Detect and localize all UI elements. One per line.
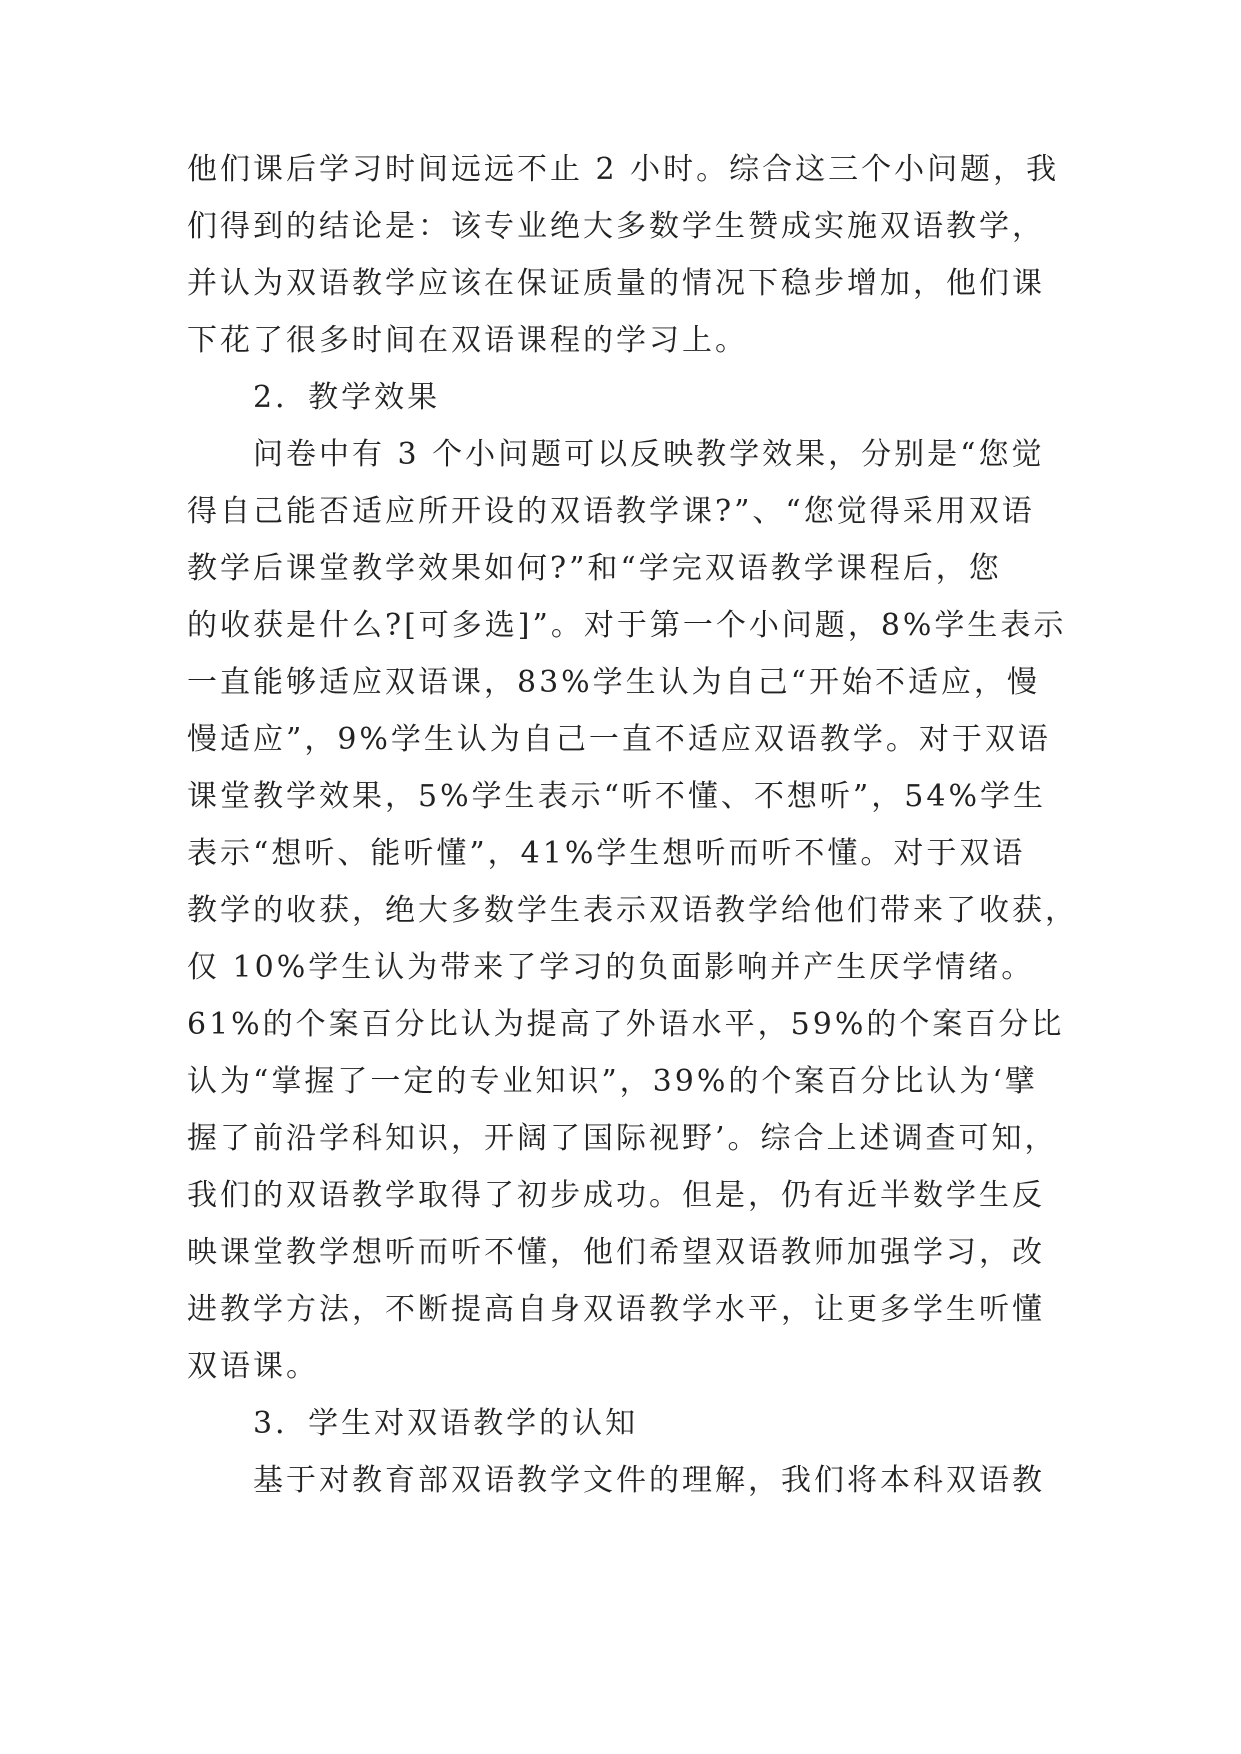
paragraph-line: 下花了很多时间在双语课程的学习上。: [187, 323, 748, 358]
paragraph-line: 我们的双语教学取得了初步成功。但是，仍有近半数学生反: [187, 1178, 1045, 1213]
paragraph-line: 教学后课堂教学效果如何?”和“学完双语教学课程后，您: [187, 551, 1002, 586]
section-heading: 2．教学效果: [253, 380, 441, 415]
paragraph-line: 基于对教育部双语教学文件的理解，我们将本科双语教: [253, 1463, 1045, 1498]
paragraph-line: 他们课后学习时间远远不止 2 小时。综合这三个小问题，我: [187, 152, 1060, 187]
paragraph-line: 仅 10%学生认为带来了学习的负面影响并产生厌学情绪。: [187, 950, 1035, 985]
section-heading: 3．学生对双语教学的认知: [253, 1406, 639, 1441]
paragraph-line: 双语课。: [187, 1349, 319, 1384]
paragraph-line: 慢适应”，9%学生认为自己一直不适应双语教学。对于双语: [187, 722, 1051, 757]
paragraph-line: 表示“想听、能听懂”，41%学生想听而听不懂。对于双语: [187, 836, 1026, 871]
paragraph-line: 课堂教学效果，5%学生表示“听不懂、不想听”，54%学生: [187, 779, 1046, 814]
paragraph-line: 映课堂教学想听而听不懂，他们希望双语教师加强学习，改: [187, 1235, 1045, 1270]
paragraph-line: 们得到的结论是：该专业绝大多数学生赞成实施双语教学，: [187, 209, 1045, 244]
paragraph-line: 认为“掌握了一定的专业知识”，39%的个案百分比认为‘擘: [187, 1064, 1038, 1099]
paragraph-line: 问卷中有 3 个小问题可以反映教学效果，分别是“您觉: [253, 437, 1045, 472]
paragraph-line: 教学的收获，绝大多数学生表示双语教学给他们带来了收获，: [187, 893, 1078, 928]
paragraph-line: 的收获是什么?[可多选]”。对于第一个小问题，8%学生表示: [187, 608, 1067, 643]
paragraph-line: 并认为双语教学应该在保证质量的情况下稳步增加，他们课: [187, 266, 1045, 301]
paragraph-line: 得自己能否适应所开设的双语教学课?”、“您觉得采用双语: [187, 494, 1035, 529]
paragraph-line: 一直能够适应双语课，83%学生认为自己“开始不适应，慢: [187, 665, 1041, 700]
paragraph-line: 61%的个案百分比认为提高了外语水平，59%的个案百分比: [187, 1007, 1065, 1042]
paragraph-line: 握了前沿学科知识，开阔了国际视野’。综合上述调查可知，: [187, 1121, 1058, 1156]
paragraph-line: 进教学方法，不断提高自身双语教学水平，让更多学生听懂: [187, 1292, 1045, 1327]
